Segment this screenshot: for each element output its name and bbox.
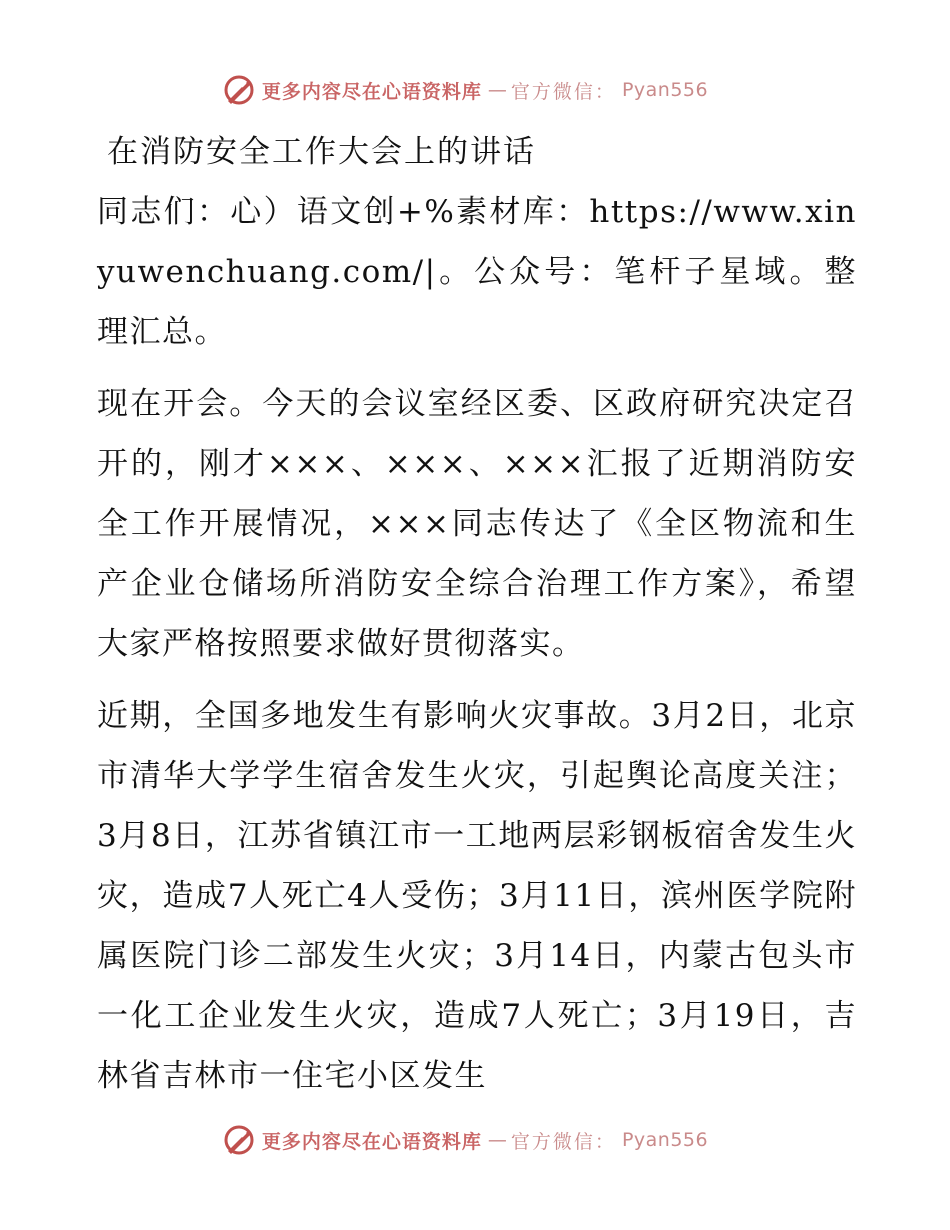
pen-logo-icon [222,1123,256,1157]
footer-watermark-banner [0,1120,950,1160]
document-body [97,120,857,1106]
paragraph-3: 近期，全国多地发生有影响火灾事故。3月2日，北京市清华大学学生宿舍发生火灾，引起舆论高度关注；3月8日，江苏省镇江市一工地两层彩钢板宿舍发生火灾，造成7人死亡4人受伤；3月11日，滨州医学院附属医院门诊二部发生火灾；3月14日，内蒙古包头市一化工企业发生火灾，造成7人死亡；3月19日，吉林省吉林市一住宅小区发生 [97,698,857,1094]
watermark-handle: Pyan556 [621,1129,709,1151]
document-title: 在消防安全工作大会上的讲话 [107,134,536,170]
watermark-dash: — [487,79,505,101]
paragraph-2: 现在开会。今天的会议室经区委、区政府研究决定召开的，刚才×××、×××、×××汇报了近期消防安全工作开展情况，×××同志传达了《全区物流和生产企业仓储场所消防安全综合治理工作方案》，希望大家严格按照要求做好贯彻落实。 [97,386,857,662]
watermark-main-text: 更多内容尽在心语资料库 [261,80,482,103]
watermark-official-label: 官方微信： [510,80,616,103]
watermark-content [222,73,708,107]
watermark-dash: — [487,1129,505,1151]
header-watermark-banner [0,70,950,110]
watermark-content [222,1123,708,1157]
watermark-main-text: 更多内容尽在心语资料库 [261,1130,482,1153]
pen-logo-icon [222,73,256,107]
paragraph-1: 同志们：心）语文创+%素材库：https://www.xinyuwenchuang.com/|。公众号：笔杆子星域。整理汇总。 [97,194,857,350]
watermark-handle: Pyan556 [621,79,709,101]
watermark-official-label: 官方微信： [510,1130,616,1153]
